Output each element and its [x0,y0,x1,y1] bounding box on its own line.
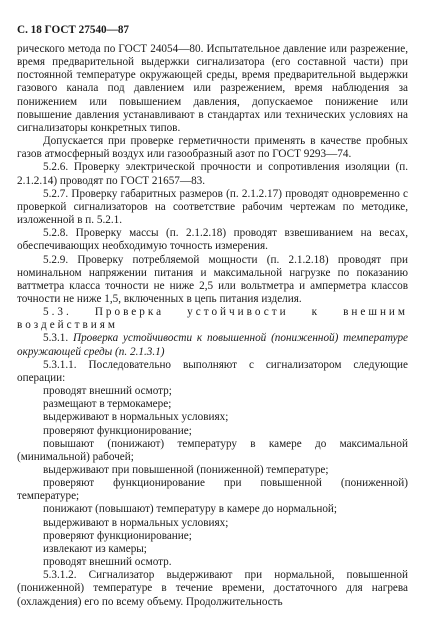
paragraph-5-2-6: 5.2.6. Проверку электрической прочности и сопротивления изоляции (п. 2.1.2.14) проводят по ГОСТ 21657—83. [17,161,408,187]
paragraph-5-3-1-2: 5.3.1.2. Сигнализатор выдерживают при нормальной, повышенной (пониженной) температуре в течение времени, достаточного для нагрева (охлаждения) его по всему объему. Продолжительность [17,569,408,608]
list-item: выдерживают в нормальных условиях; [43,411,229,424]
page-body [17,43,408,609]
section-heading-5-3: 5.3. Проверка устойчивости к внешним воздействиям [17,306,408,332]
subsection-title: Проверка устойчивости к повышенной (пониженной) температуре окружающей среды (п. 2.1.3.1) [17,332,408,358]
paragraph-leak-test-gases: Допускается при проверке герметичности применять в качестве пробных газов атмосферный воздух или газообразный азот по ГОСТ 9293—74. [17,135,408,161]
list-item: проводят внешний осмотр; [43,385,172,398]
list-item: проверяют функционирование; [43,424,192,437]
list-item: понижают (повышают) температуру в камере до нормальной; [43,503,338,516]
list-item: повышают (понижают) температуру в камере до максимальной (минимальной) рабочей; [17,437,408,463]
list-item: выдерживают в нормальных условиях; [43,516,229,529]
list-item: извлекают из камеры; [43,542,147,555]
list-item: проводят внешний осмотр. [43,556,172,569]
paragraph-5-3-1-1: 5.3.1.1. Последовательно выполняют с сигнализатором следующие операции: [17,358,408,384]
subsection-number: 5.3.1. [43,332,69,345]
paragraph-continuation: рического метода по ГОСТ 24054—80. Испытательное давление или разрежение, время предварительной выдержки сигнализатора (его составной части) при постоянной температуре окружающей среды, время предварительной выдержки газового канала под давлением или разрежением, время наблюдения за понижением или повышением давления, допускаемое понижение или повышение давления устанавливают в стандартах или технических условиях на сигнализаторы конкретных типов. [17,43,408,134]
page-header: С. 18 ГОСТ 27540—87 [17,24,130,36]
list-item: выдерживают при повышенной (пониженной) температуре; [43,464,329,476]
list-item: размещают в термокамере; [43,398,172,411]
subsection-heading-5-3-1 [17,332,408,358]
paragraph-5-2-7: 5.2.7. Проверку габаритных размеров (п. 2.1.2.17) проводят одновременно с проверкой сигнализаторов на соответствие рабочим чертежам по методике, изложенной в п. 5.2.1. [17,187,408,227]
list-item: проверяют функционирование; [43,529,192,542]
list-item: проверяют функционирование при повышенной (пониженной) температуре; [17,477,408,503]
paragraph-5-2-8: 5.2.8. Проверку массы (п. 2.1.2.18) проводят взвешиванием на весах, обеспечивающих необходимую точность измерения. [17,227,408,253]
paragraph-5-2-9: 5.2.9. Проверку потребляемой мощности (п. 2.1.2.18) проводят при номинальном напряжении питания и максимальной нагрузке по показанию ваттметра класса точности не ниже 2,5 или вольтметра и амперметра классов точности не ниже 1,5, включенных в цепь питания изделия. [17,253,408,305]
